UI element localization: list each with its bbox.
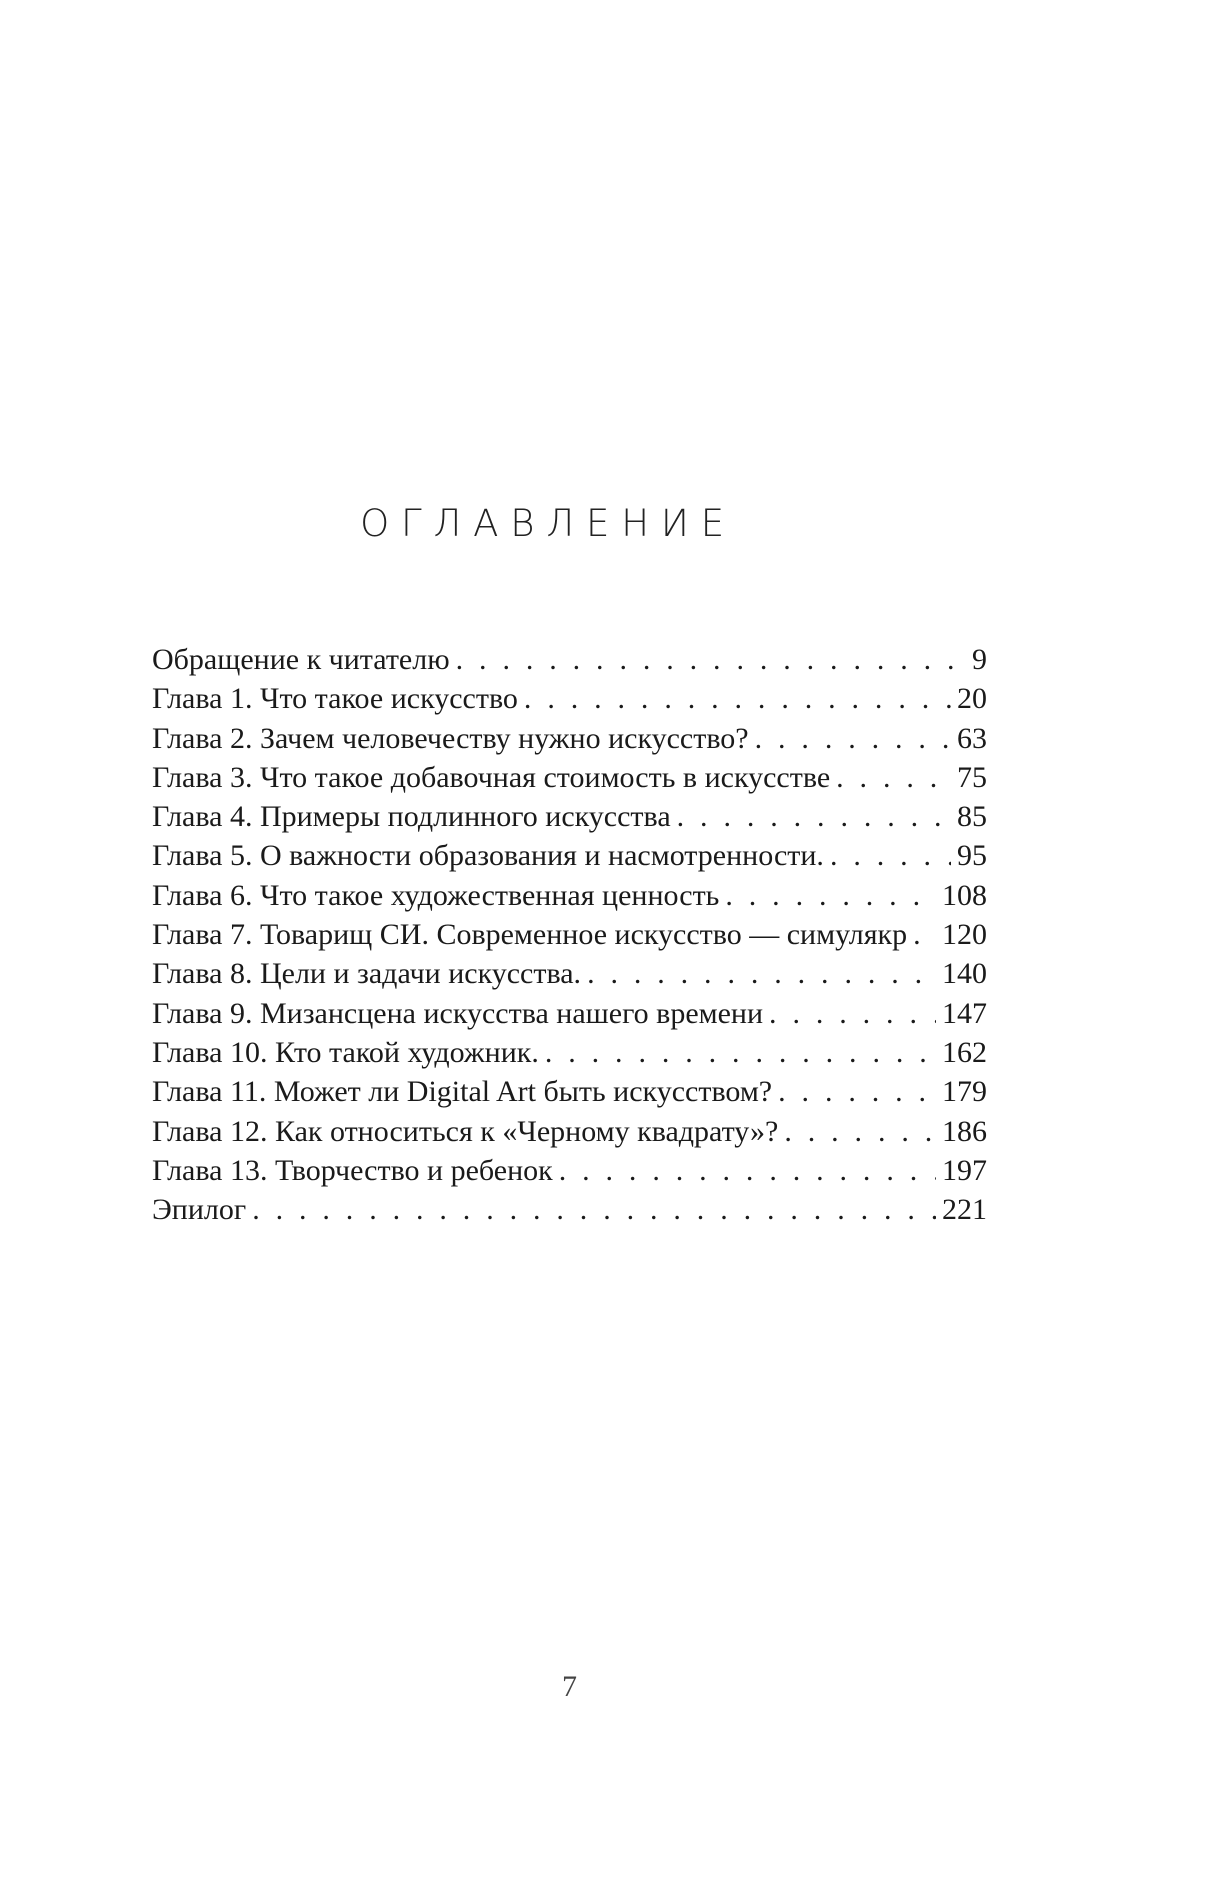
toc-entry [152,1151,987,1190]
toc-entry-title: Глава 4. Примеры подлинного искусства [152,800,671,834]
toc-entry-title: Обращение к читателю [152,643,450,676]
toc-dot-leader [830,836,951,875]
toc-entry-title: Глава 9. Мизансцена искусства нашего времени [152,996,764,1030]
toc-dot-leader [545,1033,936,1072]
toc-entry-page: 108 [942,878,987,912]
toc-entry [152,876,987,915]
toc-entry [152,915,987,954]
toc-dot-leader [769,994,936,1033]
toc-heading: ОГЛАВЛЕНИЕ [360,502,736,545]
toc-entry-title: Глава 1. Что такое искусство [152,682,518,716]
toc-entry [152,836,987,875]
toc-dot-leader [456,640,966,679]
toc-dot-leader [524,679,951,718]
toc-entry-title: Глава 3. Что такое добавочная стоимость в искусстве [152,760,831,794]
toc-entry [152,1033,987,1072]
toc-dot-leader [778,1072,936,1111]
toc-entry-page: 120 [942,918,987,952]
toc-entry-page: 95 [957,839,987,873]
toc-entry-title: Глава 13. Творчество и ребенок [152,1153,553,1187]
toc-entry-title: Глава 10. Кто такой художник. [152,1035,539,1069]
toc-dot-leader [784,1112,936,1151]
toc-dot-leader [755,719,951,758]
toc-entry-page: 186 [942,1114,987,1148]
toc-entry-page: 162 [942,1035,987,1069]
toc-dot-leader [677,797,951,836]
toc-dot-leader [559,1151,936,1190]
toc-entry [152,1190,987,1229]
toc-entry-page: 140 [942,957,987,991]
toc-entry-title: Эпилог [152,1193,247,1227]
toc-entry-page: 20 [957,682,987,716]
toc-entry-title: Глава 7. Товарищ СИ. Современное искусство — симулякр [152,918,908,952]
page-number: 7 [562,1670,577,1703]
table-of-contents [152,640,987,1229]
toc-entry-page: 179 [942,1075,987,1109]
toc-entry-page: 63 [957,721,987,755]
toc-entry-page: 221 [942,1193,987,1227]
toc-dot-leader [836,758,951,797]
toc-dot-leader [913,915,936,954]
toc-entry [152,679,987,718]
toc-entry-title: Глава 2. Зачем человечеству нужно искусство? [152,721,749,755]
toc-entry-page: 85 [957,800,987,834]
toc-dot-leader [587,954,936,993]
toc-entry-page: 197 [942,1153,987,1187]
toc-entry-page: 9 [972,643,987,676]
toc-entry-title: Глава 6. Что такое художественная ценность [152,878,720,912]
toc-entry [152,640,987,679]
toc-entry [152,719,987,758]
toc-dot-leader [725,876,936,915]
toc-entry-title: Глава 11. Может ли Digital Art быть искусством? [152,1075,773,1109]
toc-entry [152,1112,987,1151]
toc-entry [152,1072,987,1111]
toc-entry [152,797,987,836]
toc-entry-title: Глава 5. О важности образования и насмотренности. [152,839,824,873]
toc-entry [152,994,987,1033]
toc-entry-page: 75 [957,760,987,794]
toc-entry-title: Глава 8. Цели и задачи искусства. [152,957,582,991]
toc-entry-title: Глава 12. Как относиться к «Черному квадрату»? [152,1114,779,1148]
toc-dot-leader [252,1190,936,1229]
toc-entry-page: 147 [942,996,987,1030]
toc-entry [152,954,987,993]
toc-entry [152,758,987,797]
